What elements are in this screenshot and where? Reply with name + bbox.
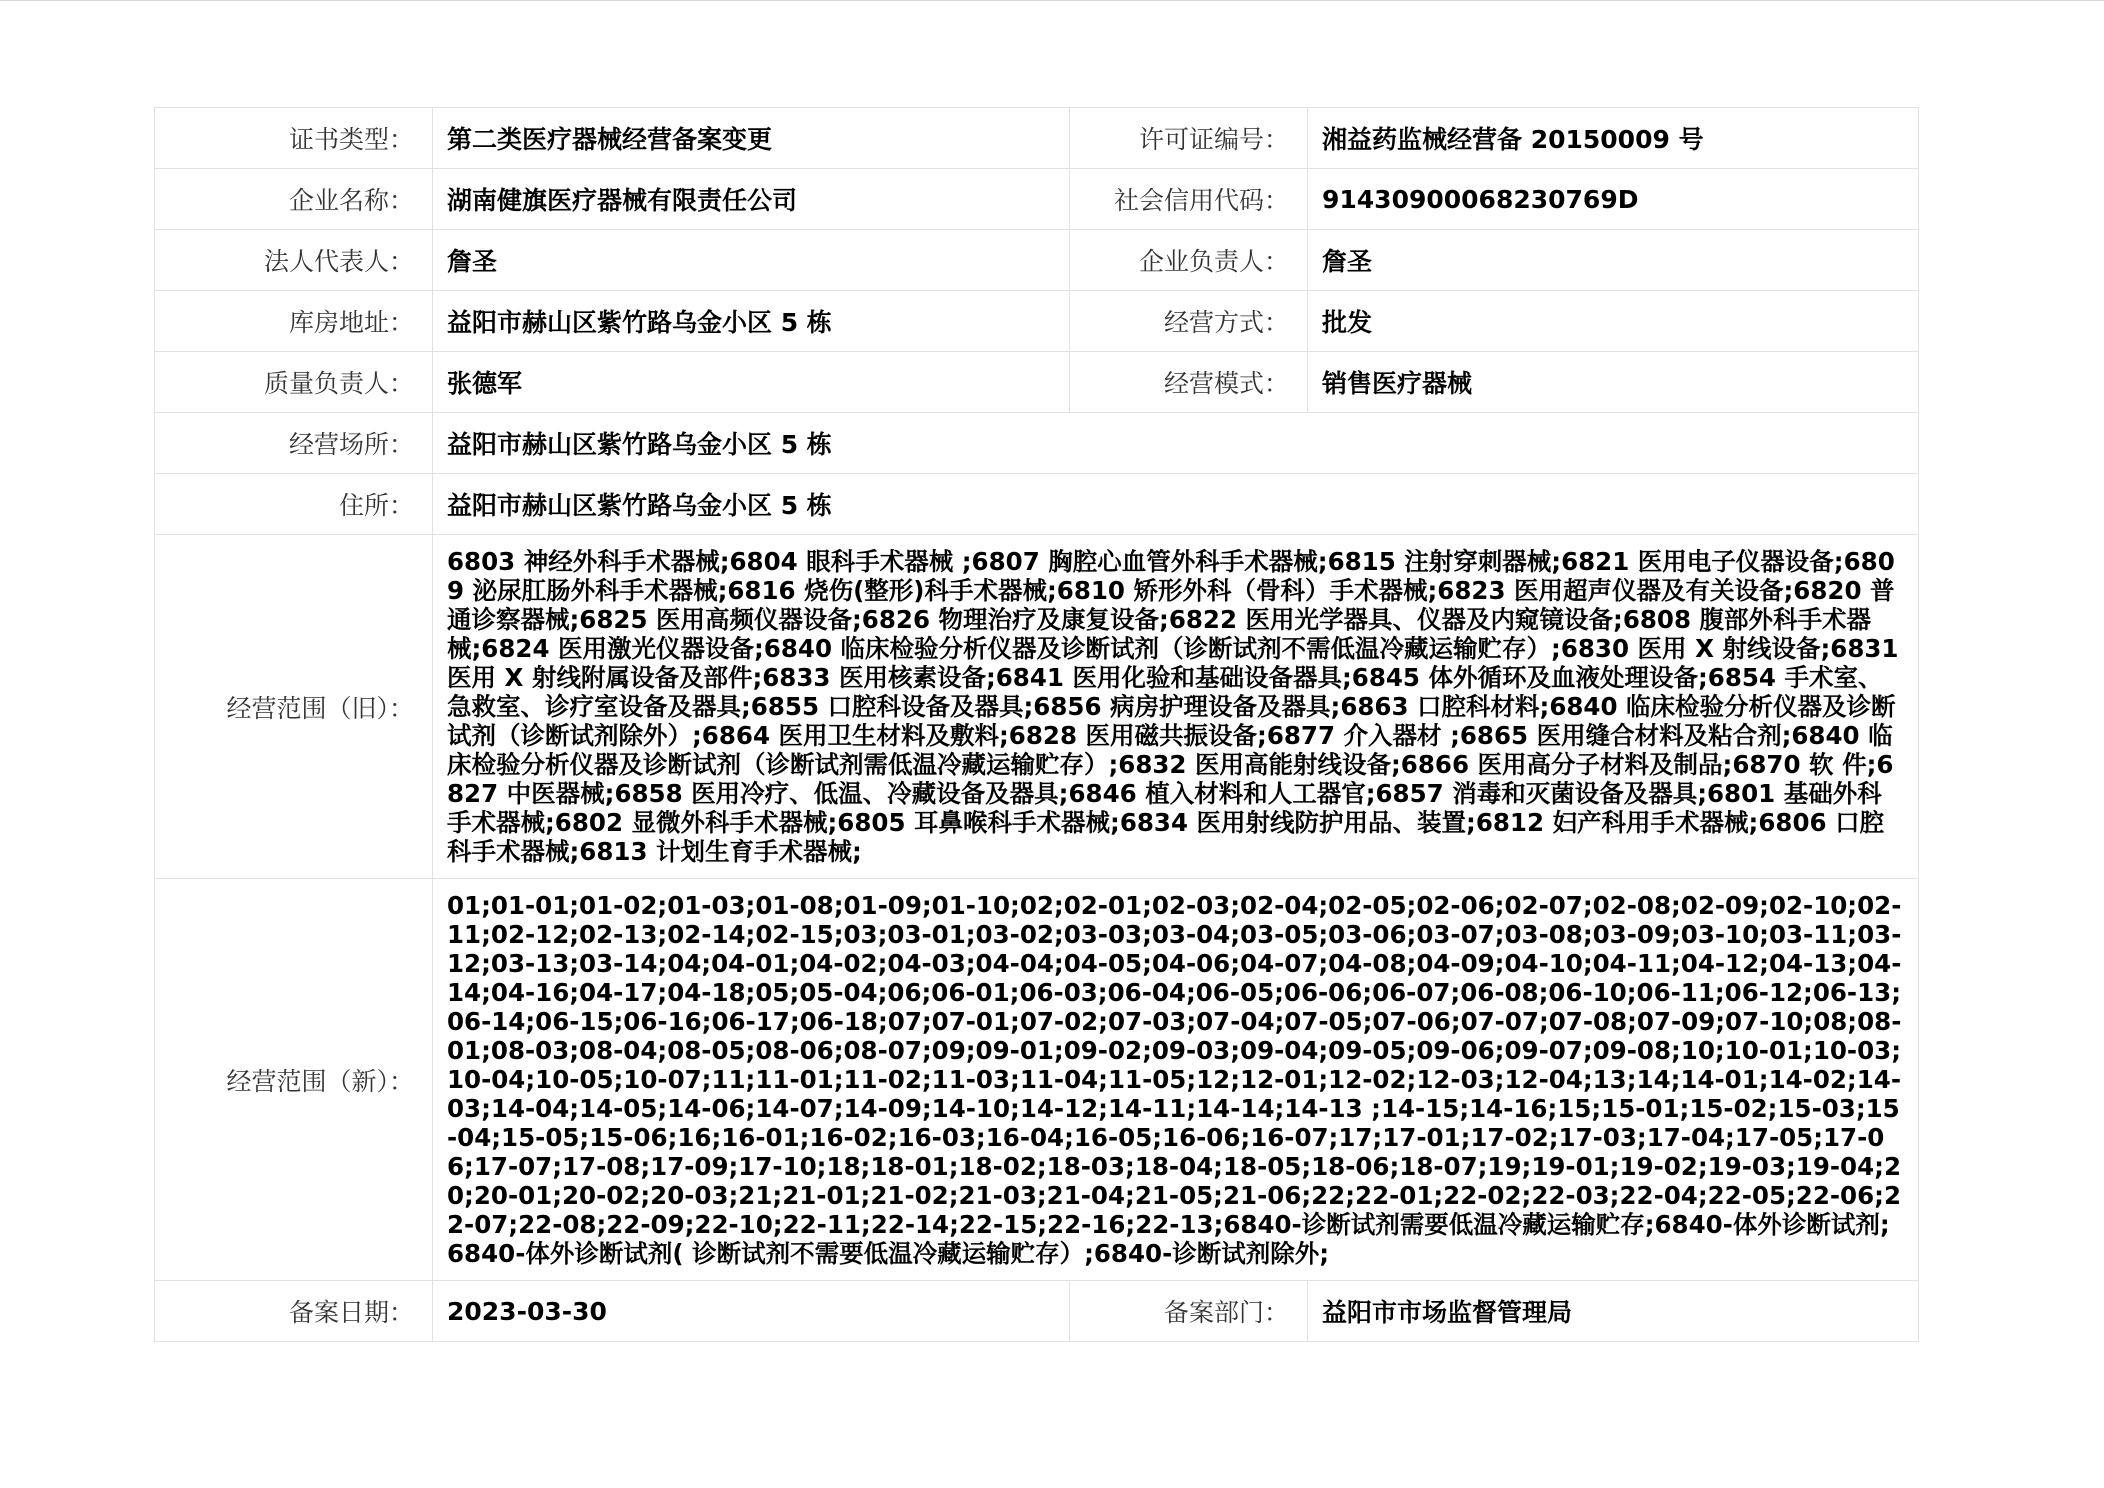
filing-dept-value: 益阳市市场监督管理局 — [1308, 1281, 1919, 1342]
company-name-label: 企业名称： — [155, 169, 433, 230]
row-legal-rep — [155, 230, 1919, 291]
row-business-premises — [155, 413, 1919, 474]
residence-label: 住所： — [155, 474, 433, 535]
warehouse-addr-label: 库房地址： — [155, 291, 433, 352]
row-quality-head — [155, 352, 1919, 413]
business-method-value: 批发 — [1308, 291, 1919, 352]
scope-new-label: 经营范围（新）： — [155, 879, 433, 1281]
row-scope-old — [155, 535, 1919, 879]
filing-date-label: 备案日期： — [155, 1281, 433, 1342]
company-head-label: 企业负责人： — [1070, 230, 1308, 291]
cert-type-label: 证书类型： — [155, 108, 433, 169]
residence-value: 益阳市赫山区紫竹路乌金小区 5 栋 — [433, 474, 1919, 535]
row-warehouse-addr — [155, 291, 1919, 352]
scope-new-value: 01;01-01;01-02;01-03;01-08;01-09;01-10;02;02-01;02-03;02-04;02-05;02-06;02-07;02-08;02-09;02-10;02-11;02-12;02-13;02-14;02-15;03;03-01;03-02;03-03;03-04;03-05;03-06;03-07;03-08;03-09;03-10;03-11;03-12;03-13;03-14;04;04-01;04-02;04-03;04-04;04-05;04-06;04-07;04-08;04-09;04-10;04-11;04-12;04-13;04-14;04-16;04-17;04-18;05;05-04;06;06-01;06-03;06-04;06-05;06-06;06-07;06-08;06-10;06-11;06-12;06-13;06-14;06-15;06-16;06-17;06-18;07;07-01;07-02;07-03;07-04;07-05;07-06;07-07;07-08;07-09;07-10;08;08-01;08-03;08-04;08-05;08-06;08-07;09;09-01;09-02;09-03;09-04;09-05;09-06;09-07;09-08;10;10-01;10-03;10-04;10-05;10-07;11;11-01;11-02;11-03;11-04;11-05;12;12-01;12-02;12-03;12-04;13;14;14-01;14-02;14-03;14-04;14-05;14-06;14-07;14-09;14-10;14-12;14-11;14-14;14-13 ;14-15;14-16;15;15-01;15-02;15-03;15-04;15-05;15-06;16;16-01;16-02;16-03;16-04;16-05;16-06;16-07;17;17-01;17-02;17-03;17-04;17-05;17-06;17-07;17-08;17-09;17-10;18;18-01;18-02;18-03;18-04;18-05;18-06;18-07;19;19-01;19-02;19-03;19-04;20;20-01;20-02;20-03;21;21-01;21-02;21-03;21-04;21-05;21-06;22;22-01;22-02;22-03;22-04;22-05;22-06;22-07;22-08;22-09;22-10;22-11;22-14;22-15;22-16;22-13;6840-诊断试剂需要低温冷藏运输贮存;6840-体外诊断试剂;6840-体外诊断试剂( 诊断试剂不需要低温冷藏运输贮存）;6840-诊断试剂除外; — [433, 879, 1919, 1281]
company-name-value: 湖南健旗医疗器械有限责任公司 — [433, 169, 1070, 230]
top-border — [0, 0, 2104, 1]
row-company-name — [155, 169, 1919, 230]
filing-dept-label: 备案部门： — [1070, 1281, 1308, 1342]
filing-record-table — [154, 107, 1919, 1342]
row-filing-date — [155, 1281, 1919, 1342]
row-residence — [155, 474, 1919, 535]
scope-old-label: 经营范围（旧）： — [155, 535, 433, 879]
license-no-label: 许可证编号： — [1070, 108, 1308, 169]
row-scope-new — [155, 879, 1919, 1281]
scope-old-value: 6803 神经外科手术器械;6804 眼科手术器械 ;6807 胸腔心血管外科手术器械;6815 注射穿刺器械;6821 医用电子仪器设备;6809 泌尿肛肠外科手术器械;6816 烧伤(整形)科手术器械;6810 矫形外科（骨科）手术器械;6823 医用超声仪器及有关设备;6820 普通诊察器械;6825 医用高频仪器设备;6826 物理治疗及康复设备;6822 医用光学器具、仪器及内窥镜设备;6808 腹部外科手术器械;6824 医用激光仪器设备;6840 临床检验分析仪器及诊断试剂（诊断试剂不需低温冷藏运输贮存）;6830 医用 X 射线设备;6831 医用 X 射线附属设备及部件;6833 医用核素设备;6841 医用化验和基础设备器具;6845 体外循环及血液处理设备;6854 手术室、急救室、诊疗室设备及器具;6855 口腔科设备及器具;6856 病房护理设备及器具;6863 口腔科材料;6840 临床检验分析仪器及诊断试剂（诊断试剂除外）;6864 医用卫生材料及敷料;6828 医用磁共振设备;6877 介入器材 ;6865 医用缝合材料及粘合剂;6840 临床检验分析仪器及诊断试剂（诊断试剂需低温冷藏运输贮存）;6832 医用高能射线设备;6866 医用高分子材料及制品;6870 软 件;6827 中医器械;6858 医用冷疗、低温、冷藏设备及器具;6846 植入材料和人工器官;6857 消毒和灭菌设备及器具;6801 基础外科手术器械;6802 显微外科手术器械;6805 耳鼻喉科手术器械;6834 医用射线防护用品、装置;6812 妇产科用手术器械;6806 口腔科手术器械;6813 计划生育手术器械; — [433, 535, 1919, 879]
cert-type-value: 第二类医疗器械经营备案变更 — [433, 108, 1070, 169]
credit-code-value: 91430900068230769D — [1308, 169, 1919, 230]
legal-rep-value: 詹圣 — [433, 230, 1070, 291]
legal-rep-label: 法人代表人： — [155, 230, 433, 291]
row-cert-type — [155, 108, 1919, 169]
company-head-value: 詹圣 — [1308, 230, 1919, 291]
quality-head-value: 张德军 — [433, 352, 1070, 413]
business-mode-value: 销售医疗器械 — [1308, 352, 1919, 413]
warehouse-addr-value: 益阳市赫山区紫竹路乌金小区 5 栋 — [433, 291, 1070, 352]
license-no-value: 湘益药监械经营备 20150009 号 — [1308, 108, 1919, 169]
filing-date-value: 2023-03-30 — [433, 1281, 1070, 1342]
credit-code-label: 社会信用代码： — [1070, 169, 1308, 230]
business-mode-label: 经营模式： — [1070, 352, 1308, 413]
quality-head-label: 质量负责人： — [155, 352, 433, 413]
business-premises-label: 经营场所： — [155, 413, 433, 474]
business-method-label: 经营方式： — [1070, 291, 1308, 352]
business-premises-value: 益阳市赫山区紫竹路乌金小区 5 栋 — [433, 413, 1919, 474]
